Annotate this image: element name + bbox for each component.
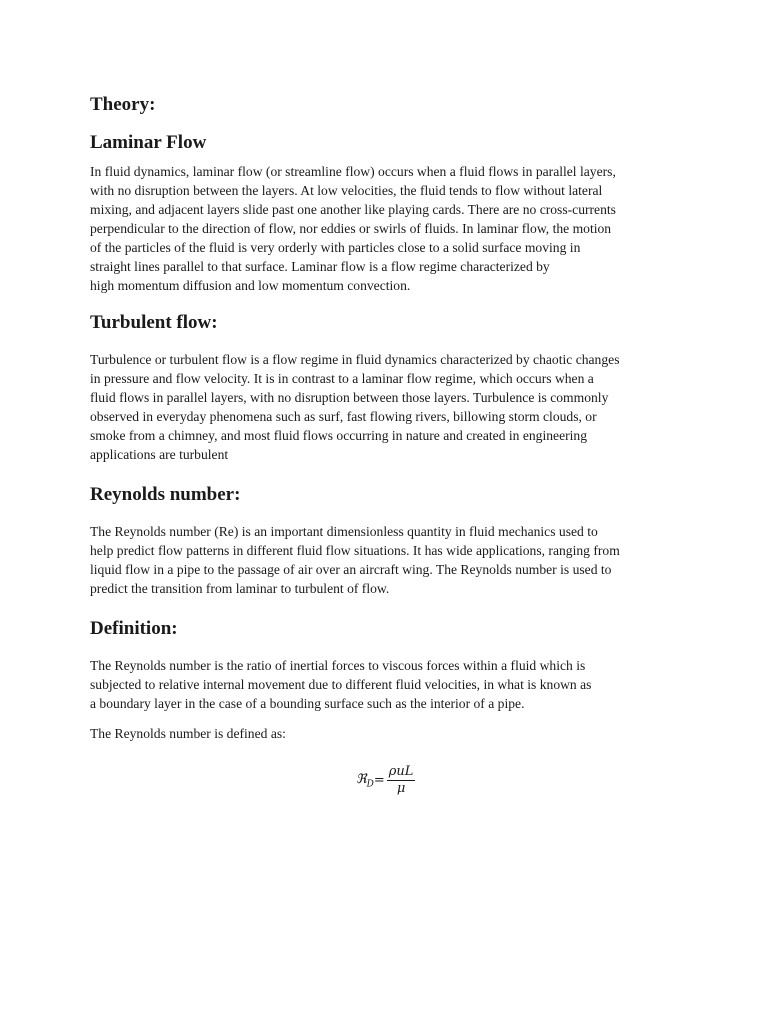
reynolds-line: help predict flow patterns in different fluid flow situations. It has wide applications, ranging from: [90, 543, 620, 558]
laminar-line: with no disruption between the layers. At low velocities, the fluid tends to flow without lateral: [90, 183, 603, 198]
definition-line: The Reynolds number is the ratio of inertial forces to viscous forces within a fluid which is: [90, 658, 586, 673]
document-page: [90, 92, 680, 743]
laminar-line: perpendicular to the direction of flow, nor eddies or swirls of fluids. In laminar flow, the motion: [90, 221, 612, 236]
laminar-paragraph: [90, 162, 680, 295]
laminar-line: high momentum diffusion and low momentum convection.: [90, 278, 411, 293]
turbulent-line: applications are turbulent: [90, 447, 229, 462]
formula-fraction: [387, 764, 416, 797]
turbulent-line: in pressure and flow velocity. It is in contrast to a laminar flow regime, which occurs when a: [90, 371, 594, 386]
defined-as-text: The Reynolds number is defined as:: [90, 726, 286, 741]
turbulent-line: smoke from a chimney, and most fluid flows occurring in nature and created in engineering: [90, 428, 588, 443]
formula-equals: =: [373, 773, 385, 788]
laminar-line: straight lines parallel to that surface. Laminar flow is a flow regime characterized by: [90, 259, 550, 274]
turbulent-line: Turbulence or turbulent flow is a flow regime in fluid dynamics characterized by chaotic changes: [90, 352, 620, 367]
turbulent-line: fluid flows in parallel layers, with no disruption between those layers. Turbulence is commonly: [90, 390, 609, 405]
formula-numerator: ρuL: [388, 764, 414, 779]
formula-denominator: μ: [396, 781, 406, 796]
laminar-line: mixing, and adjacent layers slide past one another like playing cards. There are no cross-currents: [90, 202, 616, 217]
turbulent-heading: Turbulent flow:: [90, 312, 218, 333]
laminar-line: of the particles of the fluid is very orderly with particles close to a solid surface moving in: [90, 240, 581, 255]
reynolds-line: predict the transition from laminar to turbulent of flow.: [90, 581, 390, 596]
laminar-line: In fluid dynamics, laminar flow (or streamline flow) occurs when a fluid flows in parallel layers,: [90, 164, 616, 179]
definition-paragraph: [90, 656, 680, 713]
turbulent-paragraph: [90, 350, 680, 464]
definition-line: a boundary layer in the case of a bounding surface such as the interior of a pipe.: [90, 696, 525, 711]
reynolds-line: liquid flow in a pipe to the passage of air over an aircraft wing. The Reynolds number is used to: [90, 562, 612, 577]
definition-heading: Definition:: [90, 618, 178, 639]
turbulent-line: observed in everyday phenomena such as surf, fast flowing rivers, billowing storm clouds, or: [90, 409, 597, 424]
formula-lhs-symbol: ℜ: [356, 771, 367, 787]
definition-line: subjected to relative internal movement due to different fluid velocities, in what is known as: [90, 677, 592, 692]
reynolds-paragraph: [90, 522, 680, 598]
formula-lhs-subscript: D: [366, 779, 374, 790]
theory-heading: Theory:: [90, 94, 156, 115]
reynolds-line: The Reynolds number (Re) is an important dimensionless quantity in fluid mechanics used to: [90, 524, 598, 539]
reynolds-heading: Reynolds number:: [90, 484, 241, 505]
laminar-heading: Laminar Flow: [90, 132, 207, 153]
reynolds-formula: [356, 764, 415, 797]
formula-lhs: [356, 772, 374, 790]
